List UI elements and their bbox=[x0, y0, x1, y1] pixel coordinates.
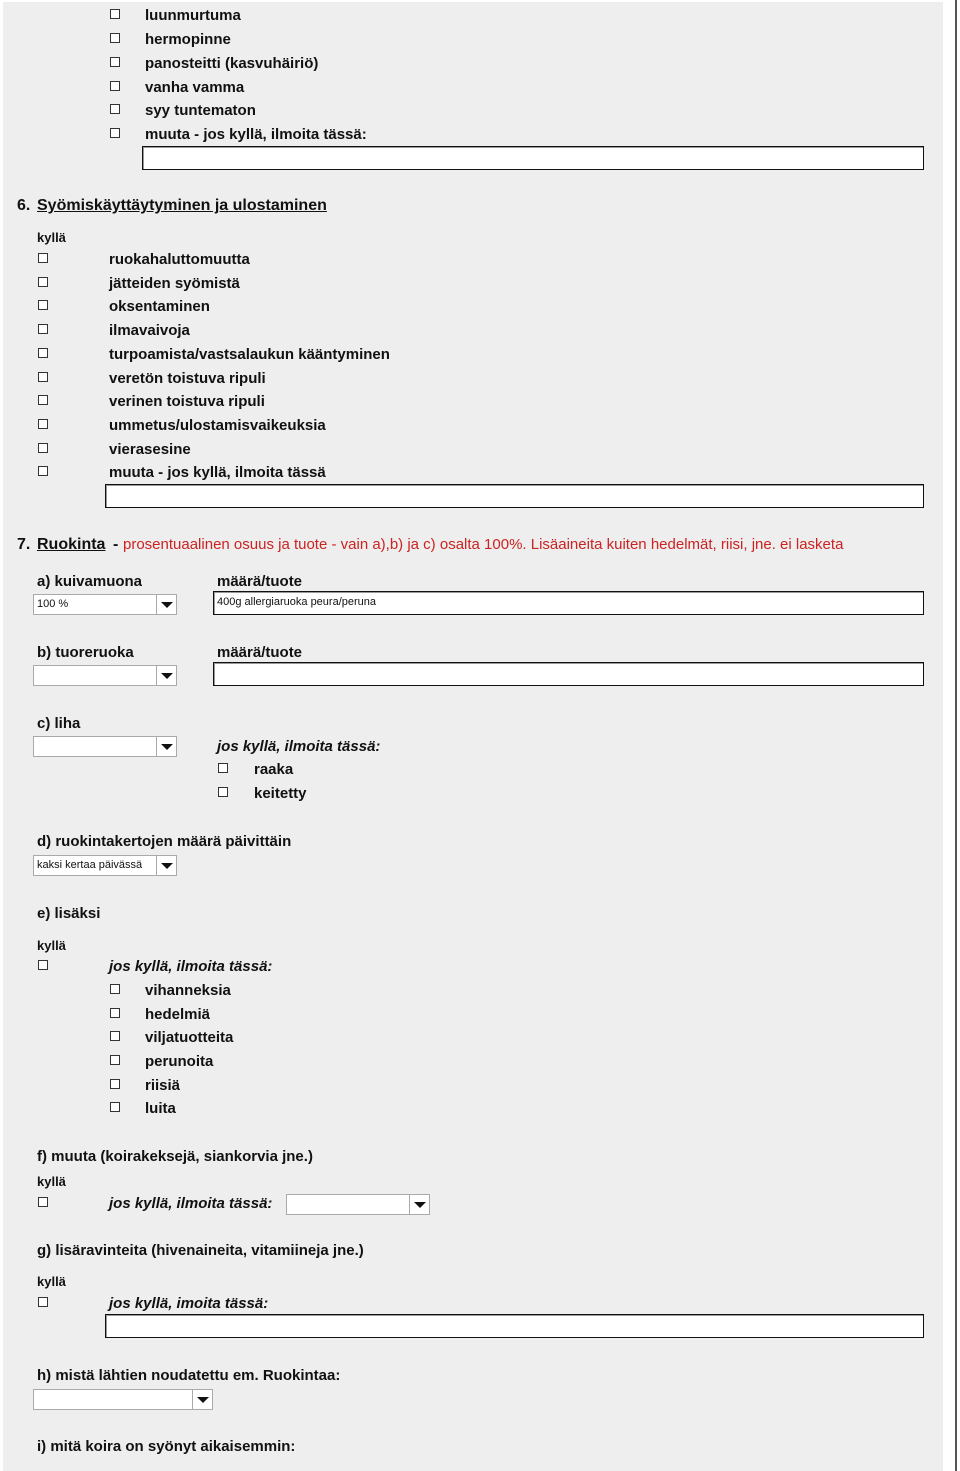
chevron-down-icon bbox=[414, 1202, 426, 1208]
s6-other-text-input[interactable] bbox=[105, 484, 924, 508]
chevron-down-icon bbox=[161, 863, 173, 869]
dropdown-button[interactable] bbox=[156, 856, 176, 875]
g-supplements-input[interactable] bbox=[105, 1314, 924, 1338]
checkbox-hermopinne[interactable] bbox=[110, 33, 120, 43]
c-percent-select[interactable] bbox=[33, 736, 177, 757]
checkbox-s6-item[interactable] bbox=[38, 348, 48, 358]
s6-item-label: turpoamista/vastsalaukun kääntyminen bbox=[109, 346, 390, 363]
s6-item-label: ruokahaluttomuutta bbox=[109, 251, 250, 268]
i-label: i) mitä koira on syönyt aikaisemmin: bbox=[37, 1438, 296, 1455]
d-label: d) ruokintakertojen määrä päivittäin bbox=[37, 833, 292, 850]
s6-item-label: verinen toistuva ripuli bbox=[109, 393, 265, 410]
option-label: luunmurtuma bbox=[145, 7, 241, 24]
checkbox-f-yes[interactable] bbox=[38, 1197, 48, 1207]
e-option-label: riisiä bbox=[145, 1077, 181, 1094]
checkbox-s6-item[interactable] bbox=[38, 324, 48, 334]
checkbox-vanha-vamma[interactable] bbox=[110, 81, 120, 91]
section-6-title: Syömiskäyttäytyminen ja ulostaminen bbox=[37, 197, 327, 214]
checkbox-s6-item[interactable] bbox=[38, 253, 48, 263]
select-value: 100 % bbox=[37, 598, 69, 610]
b-amount-label: määrä/tuote bbox=[217, 644, 303, 661]
checkbox-panosteitti[interactable] bbox=[110, 57, 120, 67]
b-percent-select[interactable] bbox=[33, 665, 177, 686]
title-dash: - bbox=[113, 536, 119, 553]
dropdown-button[interactable] bbox=[156, 737, 176, 756]
e-if-yes-label: jos kyllä, ilmoita tässä: bbox=[109, 958, 273, 975]
checkbox-e-yes[interactable] bbox=[38, 960, 48, 970]
page-border bbox=[955, 0, 957, 1471]
d-frequency-select[interactable] bbox=[33, 855, 177, 876]
checkbox-vihanneksia[interactable] bbox=[110, 984, 120, 994]
c-if-yes-label: jos kyllä, ilmoita tässä: bbox=[217, 738, 381, 755]
checkbox-hedelmia[interactable] bbox=[110, 1008, 120, 1018]
checkbox-riisia[interactable] bbox=[110, 1079, 120, 1089]
g-label: g) lisäravinteita (hivenaineita, vitamiineja jne.) bbox=[37, 1242, 364, 1259]
h-since-select[interactable] bbox=[33, 1389, 213, 1410]
yes-column-header: kyllä bbox=[37, 230, 66, 245]
checkbox-s6-item[interactable] bbox=[38, 466, 48, 476]
s6-item-label: ummetus/ulostamisvaikeuksia bbox=[109, 417, 326, 434]
c-label: c) liha bbox=[37, 715, 81, 732]
checkbox-s6-item[interactable] bbox=[38, 395, 48, 405]
muuta-text-input[interactable] bbox=[142, 146, 924, 170]
checkbox-raaka[interactable] bbox=[218, 763, 228, 773]
f-if-yes-label: jos kyllä, ilmoita tässä: bbox=[109, 1195, 273, 1212]
f-label: f) muuta (koirakeksejä, siankorvia jne.) bbox=[37, 1148, 313, 1165]
section-number: 6. bbox=[17, 197, 31, 214]
checkbox-g-yes[interactable] bbox=[38, 1297, 48, 1307]
dropdown-button[interactable] bbox=[192, 1390, 212, 1409]
checkbox-viljatuotteita[interactable] bbox=[110, 1031, 120, 1041]
a-amount-label: määrä/tuote bbox=[217, 573, 303, 590]
checkbox-perunoita[interactable] bbox=[110, 1055, 120, 1065]
h-label: h) mistä lähtien noudatettu em. Ruokintaa: bbox=[37, 1367, 341, 1384]
e-option-label: viljatuotteita bbox=[145, 1029, 234, 1046]
dropdown-button[interactable] bbox=[409, 1195, 429, 1214]
option-label: muuta - jos kyllä, ilmoita tässä: bbox=[145, 126, 367, 143]
section-number: 7. bbox=[17, 536, 31, 553]
e-label: e) lisäksi bbox=[37, 905, 101, 922]
a-percent-select[interactable] bbox=[33, 594, 177, 615]
option-label: vanha vamma bbox=[145, 79, 245, 96]
option-label: hermopinne bbox=[145, 31, 231, 48]
a-label: a) kuivamuona bbox=[37, 573, 143, 590]
yes-column-header: kyllä bbox=[37, 938, 66, 953]
checkbox-s6-item[interactable] bbox=[38, 372, 48, 382]
b-label: b) tuoreruoka bbox=[37, 644, 134, 661]
yes-column-header: kyllä bbox=[37, 1274, 66, 1289]
a-amount-input[interactable]: 400g allergiaruoka peura/peruna bbox=[213, 591, 924, 615]
checkbox-s6-item[interactable] bbox=[38, 443, 48, 453]
s6-item-label: muuta - jos kyllä, ilmoita tässä bbox=[109, 464, 326, 481]
b-amount-input[interactable] bbox=[213, 662, 924, 686]
e-option-label: luita bbox=[145, 1100, 176, 1117]
dropdown-button[interactable] bbox=[156, 595, 176, 614]
section-7-note: prosentuaalinen osuus ja tuote - vain a),b) ja c) osalta 100%. Lisäaineita kuiten hedelmät, riisi, jne. ei lasketa bbox=[123, 536, 844, 553]
g-if-yes-label: jos kyllä, imoita tässä: bbox=[109, 1295, 269, 1312]
e-option-label: perunoita bbox=[145, 1053, 214, 1070]
checkbox-keitetty[interactable] bbox=[218, 787, 228, 797]
yes-column-header: kyllä bbox=[37, 1174, 66, 1189]
select-value: kaksi kertaa päivässä bbox=[37, 859, 143, 871]
dropdown-button[interactable] bbox=[156, 666, 176, 685]
s6-item-label: oksentaminen bbox=[109, 298, 210, 315]
chevron-down-icon bbox=[197, 1397, 209, 1403]
f-other-select[interactable] bbox=[286, 1194, 430, 1215]
e-option-label: hedelmiä bbox=[145, 1006, 211, 1023]
checkbox-s6-item[interactable] bbox=[38, 300, 48, 310]
c-option-label: raaka bbox=[254, 761, 294, 778]
s6-item-label: ilmavaivoja bbox=[109, 322, 190, 339]
chevron-down-icon bbox=[161, 744, 173, 750]
checkbox-luita[interactable] bbox=[110, 1102, 120, 1112]
s6-item-label: vierasesine bbox=[109, 441, 191, 458]
checkbox-muuta[interactable] bbox=[110, 128, 120, 138]
checkbox-syy-tuntematon[interactable] bbox=[110, 104, 120, 114]
s6-item-label: jätteiden syömistä bbox=[109, 275, 240, 292]
section-7-title: Ruokinta bbox=[37, 536, 106, 553]
option-label: panosteitti (kasvuhäiriö) bbox=[145, 55, 319, 72]
checkbox-s6-item[interactable] bbox=[38, 277, 48, 287]
e-option-label: vihanneksia bbox=[145, 982, 231, 999]
chevron-down-icon bbox=[161, 673, 173, 679]
c-option-label: keitetty bbox=[254, 785, 307, 802]
option-label: syy tuntematon bbox=[145, 102, 256, 119]
checkbox-s6-item[interactable] bbox=[38, 419, 48, 429]
chevron-down-icon bbox=[161, 602, 173, 608]
checkbox-luunmurtuma[interactable] bbox=[110, 9, 120, 19]
s6-item-label: veretön toistuva ripuli bbox=[109, 370, 266, 387]
